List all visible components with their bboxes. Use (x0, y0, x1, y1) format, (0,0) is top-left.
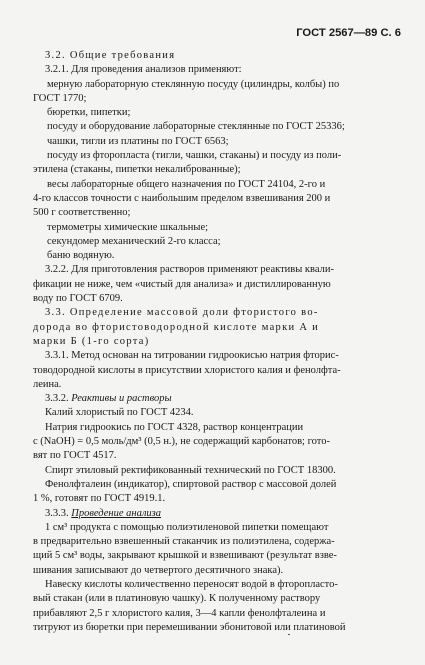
page-header: ГОСТ 2567—89 С. 6 (296, 27, 401, 39)
list-item: термометры химические шкальные; (47, 221, 209, 233)
paragraph-line: Натрия гидроокись по ГОСТ 4328, раствор концентрации (45, 421, 304, 433)
paragraph-line: вый стакан (или в платиновую чашку). К полученному раствору (33, 593, 321, 605)
paragraph-line: Навеску кислоты количественно переносят водой в фторопласто- (45, 578, 338, 590)
list-item-cont: 500 г соответственно; (33, 207, 131, 219)
paragraph-line: 3.2.1. Для проведения анализов применяют: (45, 64, 242, 76)
section-heading-3-3: 3.3. Определение массовой доли фтористого во- (45, 307, 319, 319)
list-item-cont: 4-го классов точности с наибольшим пределом взвешивания 200 и (33, 192, 331, 204)
paragraph-line: 3.3.1. Метод основан на титровании гидроокисью натрия фторис- (45, 350, 339, 362)
subsection-number: 3.3.3. (45, 507, 69, 519)
subsection-title: Реактивы и растворы (71, 393, 172, 405)
paragraph-line: Спирт этиловый ректификованный технический по ГОСТ 18300. (45, 464, 336, 476)
subsection-heading-3-3-2 (33, 392, 397, 406)
paragraph-line: Калий хлористый по ГОСТ 4234. (45, 407, 194, 419)
document-body (33, 49, 397, 635)
paragraph-line: с (NaOH) = 0,5 моль/дм³ (0,5 н.), не содержащий карбонатов; гото- (33, 436, 330, 448)
section-heading-3-2: 3.2. Общие требования (45, 50, 176, 61)
paragraph-line: титруют из бюретки при перемешивании эбонитовой или платиновой (33, 621, 346, 633)
list-item: посуду и оборудование лабораторные стеклянные по ГОСТ 25336; (47, 121, 345, 133)
paragraph-line: фикации не ниже, чем «чистый для анализа» и дистиллированную (33, 278, 331, 290)
paragraph-line: 1 %, готовят по ГОСТ 4919.1. (33, 493, 166, 505)
subsection-number: 3.3.2. (45, 393, 69, 405)
list-item-cont: этилена (стаканы, пипетки некалиброванные); (33, 164, 241, 176)
paragraph-line: воду по ГОСТ 6709. (33, 293, 123, 305)
list-item: мерную лабораторную стеклянную посуду (цилиндры, колбы) по (47, 78, 340, 90)
list-item: баню водяную. (47, 250, 115, 262)
paragraph-line: Фенолфталеин (индикатор), спиртовой раствор с массовой долей (45, 478, 337, 490)
subsection-heading-3-3-3 (33, 507, 397, 521)
list-item: секундомер механический 2-го класса; (47, 235, 221, 247)
list-item: бюретки, пипетки; (47, 107, 131, 119)
list-item: посуду из фторопласта (тигли, чашки, стаканы) и посуду из поли- (47, 150, 342, 162)
paragraph-line: шивания записывают до четвертого десятичного знака). (33, 564, 284, 576)
paragraph-line: товодородной кислоты в присутствии хлористого калия и фенолфта- (33, 364, 341, 376)
scan-speck (288, 634, 290, 635)
paragraph-line: 3.2.2. Для приготовления растворов применяют реактивы квали- (45, 264, 334, 276)
subsection-title: Проведение анализа (71, 507, 162, 519)
list-item: весы лабораторные общего назначения по ГОСТ 24104, 2-го и (47, 178, 326, 190)
paragraph-line: в предварительно взвешенный стаканчик из полиэтилена, содержа- (33, 536, 335, 548)
paragraph-line: 1 см³ продукта с помощью полиэтиленовой пипетки помещают (45, 521, 329, 533)
paragraph-line: щий 5 см³ воды, закрывают крышкой и взвешивают (результат взве- (33, 550, 337, 562)
section-heading-3-3-cont: марки Б (1-го сорта) (33, 335, 150, 347)
list-item-cont: ГОСТ 1770; (33, 92, 87, 104)
section-heading-3-3-cont: дорода во фтористоводородной кислоте марки А и (33, 321, 320, 333)
paragraph-line: прибавляют 2,5 г хлористого калия, 3—4 капли фенолфталеина и (33, 607, 326, 619)
paragraph-line: леина. (33, 378, 62, 390)
list-item: чашки, тигли из платины по ГОСТ 6563; (47, 135, 229, 147)
paragraph-line: вят по ГОСТ 4517. (33, 450, 117, 462)
